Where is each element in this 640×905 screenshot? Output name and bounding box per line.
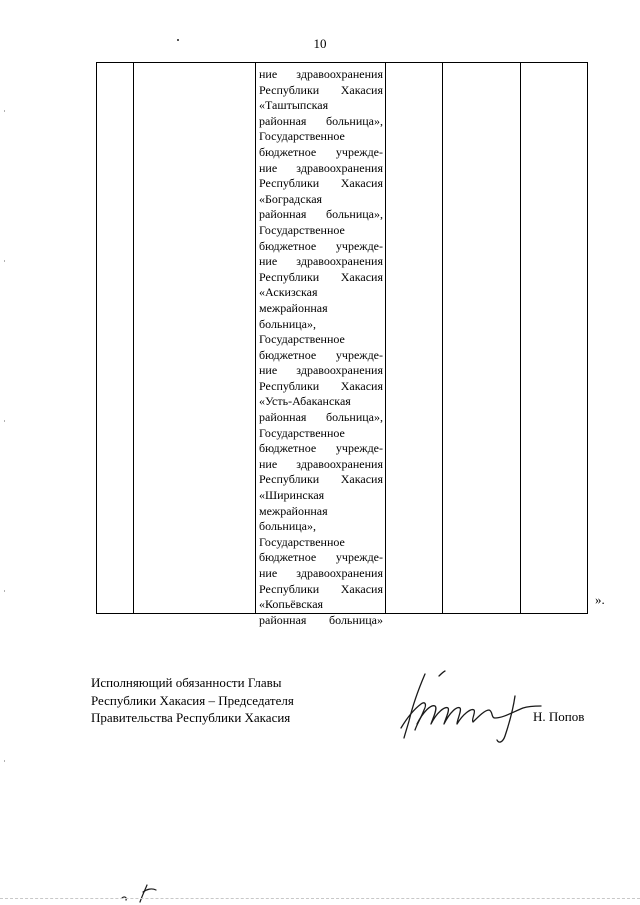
table-column-divider	[520, 63, 521, 613]
cell-line: больница»,	[259, 316, 316, 331]
cell-line: Республики Хакасия	[259, 472, 383, 487]
signer-name: Н. Попов	[533, 709, 585, 724]
table-border-right	[587, 63, 588, 613]
cell-line: больница»,	[259, 519, 316, 534]
cell-line: бюджетное учрежде-	[259, 550, 383, 565]
cell-line: Республики Хакасия	[259, 581, 383, 596]
table-border-left	[96, 63, 97, 613]
cell-line: Республики Хакасия	[259, 82, 383, 97]
cell-line: бюджетное учрежде-	[259, 238, 383, 253]
cell-line: ние здравоохранения	[259, 456, 383, 471]
cell-line: межрайонная	[259, 503, 328, 518]
signatory-position	[91, 674, 294, 727]
position-line: Республики Хакасия – Председателя	[91, 692, 294, 708]
cell-line: ние здравоохранения	[259, 566, 383, 580]
cell-line: бюджетное учрежде-	[259, 347, 383, 362]
cell-line: районная больница»,	[259, 113, 383, 128]
institutions-table	[96, 62, 588, 627]
cell-line: «Боградская	[259, 191, 323, 206]
cell-line: Государственное	[259, 129, 345, 144]
cell-line: районная больница»,	[259, 410, 383, 425]
cell-line: районная больница»	[259, 612, 383, 627]
cell-line: Государственное	[259, 222, 345, 237]
scan-speck	[177, 39, 179, 41]
closing-quote-mark: ».	[595, 592, 605, 607]
table-column-divider	[385, 63, 386, 613]
cell-line: ние здравоохранения	[259, 160, 383, 175]
scan-bottom-edge	[0, 898, 640, 899]
cell-line: Государственное	[259, 425, 345, 440]
cell-line: ние здравоохранения	[259, 254, 383, 269]
institutions-cell-text	[259, 67, 383, 628]
table-column-divider	[133, 63, 134, 613]
cell-line: «Ширинская	[259, 488, 325, 503]
cell-line: ние здравоохранения	[259, 67, 383, 81]
handwritten-mark	[118, 882, 168, 904]
table-column-divider	[442, 63, 443, 613]
page-number: 10	[313, 36, 327, 51]
cell-line: Республики Хакасия	[259, 378, 383, 393]
cell-line: «Таштыпская	[259, 98, 329, 113]
cell-line: Государственное	[259, 534, 345, 549]
cell-line: Республики Хакасия	[259, 176, 383, 191]
table-column-divider	[255, 63, 256, 613]
cell-line: Республики Хакасия	[259, 269, 383, 284]
cell-line: межрайонная	[259, 300, 328, 315]
cell-line: «Копьёвская	[259, 597, 324, 612]
cell-line: «Аскизская	[259, 285, 318, 300]
cell-line: ние здравоохранения	[259, 363, 383, 378]
cell-line: бюджетное учрежде-	[259, 441, 383, 456]
cell-line: бюджетное учрежде-	[259, 144, 383, 159]
handwritten-signature	[395, 666, 545, 746]
position-line: Исполняющий обязанности Главы	[91, 675, 282, 690]
cell-line: «Усть-Абаканская	[259, 394, 351, 409]
cell-line: районная больница»,	[259, 207, 383, 222]
position-line: Правительства Республики Хакасия	[91, 710, 291, 725]
cell-line: Государственное	[259, 332, 345, 347]
scan-edge-marks	[4, 70, 6, 830]
